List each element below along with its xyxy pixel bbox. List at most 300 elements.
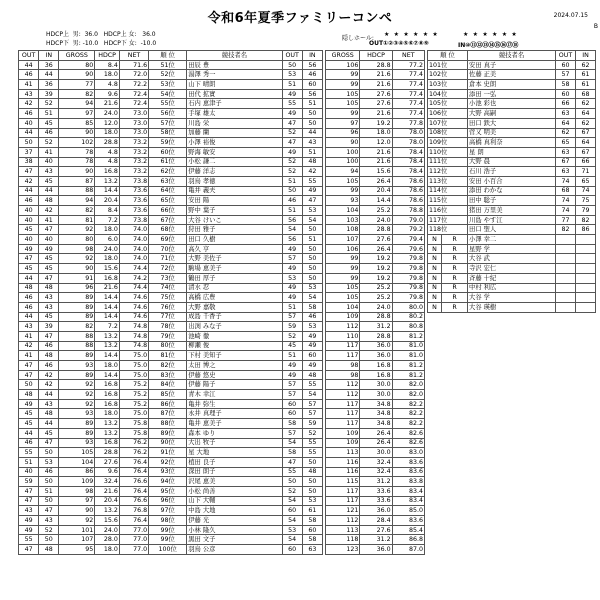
rank-cell: 70位 (149, 244, 187, 254)
hdcp-cell: 24.0 (360, 215, 392, 225)
out-cell: 55 (19, 535, 39, 545)
out-cell: 49 (19, 516, 39, 526)
hdcp-cell: 16.8 (95, 167, 120, 177)
rank-cell: 58位 (149, 128, 187, 138)
rank-cell: 63位 (149, 176, 187, 186)
hdcp-cell: 16.8 (95, 438, 120, 448)
rank-cell: 73位 (149, 273, 187, 283)
out-cell: 57 (556, 70, 576, 80)
out-cell: 44 (19, 428, 39, 438)
in-cell: 48 (39, 409, 59, 419)
player-cell: 伊藤 悠史 (187, 370, 282, 380)
nr-n-cell: N (428, 283, 442, 293)
out-cell: 63 (556, 109, 576, 119)
player-cell: 猪田 万里美 (468, 206, 556, 216)
table-row (326, 138, 425, 148)
hdcp-cell: 34.8 (360, 419, 392, 429)
out-cell: 48 (19, 390, 39, 400)
out2-cell: 49 (282, 147, 302, 157)
net-cell: 77.2 (392, 60, 424, 70)
out2-cell: 57 (282, 390, 302, 400)
table-row (19, 409, 323, 419)
net-cell: 73.0 (119, 109, 148, 119)
in2-cell: 61 (302, 506, 322, 516)
net-cell: 83.6 (392, 516, 424, 526)
player-cell: 添田 一弘 (468, 89, 556, 99)
gross-cell: 104 (326, 302, 360, 312)
out-cell: 50 (19, 138, 39, 148)
hdcp-cell: 14.4 (95, 351, 120, 361)
in-cell: 86 (576, 225, 596, 235)
in2-cell: 53 (302, 206, 322, 216)
net-cell: 85.0 (392, 506, 424, 516)
table-row (19, 244, 323, 254)
in-cell: 50 (39, 448, 59, 458)
net-cell: 78.6 (392, 176, 424, 186)
table-row (428, 302, 596, 312)
in2-cell: 50 (302, 486, 322, 496)
net-cell: 73.6 (119, 206, 148, 216)
player-cell: 倉本 史朗 (468, 80, 556, 90)
col-out: OUT (19, 51, 39, 61)
out2-cell: 53 (282, 525, 302, 535)
net-cell: 83.6 (392, 457, 424, 467)
in-cell: 51 (39, 486, 59, 496)
hdcp-cell: 21.6 (95, 283, 120, 293)
rank-cell: 81位 (149, 351, 187, 361)
gross-cell: 96 (59, 283, 95, 293)
table-row (326, 70, 425, 80)
hdcp-cell: 18.0 (95, 409, 120, 419)
gross-cell: 123 (326, 545, 360, 555)
results-table-main (18, 50, 323, 555)
out2-cell: 54 (282, 516, 302, 526)
rank-cell: 109位 (428, 138, 468, 148)
in-cell: 47 (39, 438, 59, 448)
out2-cell: 51 (282, 80, 302, 90)
in-cell: 45 (39, 176, 59, 186)
net-cell: 75.8 (119, 428, 148, 438)
net-cell: 75.0 (119, 361, 148, 371)
player-cell: 山下 晴朗 (187, 80, 282, 90)
player-cell: 田口 聖人 (468, 225, 556, 235)
in-cell: 42 (39, 206, 59, 216)
in2-cell: 51 (302, 99, 322, 109)
hdcp-cell: 27.6 (95, 457, 120, 467)
in2-cell: 46 (302, 70, 322, 80)
gross-cell: 82 (59, 322, 95, 332)
gross-cell: 117 (326, 486, 360, 496)
table-row (19, 254, 323, 264)
hdcp-cell: 30.0 (360, 448, 392, 458)
in-cell: 61 (576, 70, 596, 80)
in2-cell: 47 (302, 196, 322, 206)
hdcp-cell: 36.0 (360, 545, 392, 555)
table-row (326, 361, 425, 371)
table-row (428, 206, 596, 216)
net-cell: 82.2 (392, 409, 424, 419)
player-cell: 大野 晨 (468, 157, 556, 167)
in-cell: 52 (39, 525, 59, 535)
table-row (428, 225, 596, 235)
player-cell: 大野 美佐子 (187, 254, 282, 264)
gross-cell: 105 (326, 89, 360, 99)
player-cell: 湯澤 秀一 (187, 70, 282, 80)
player-cell: 中村 利広 (468, 283, 556, 293)
gross-cell: 95 (59, 545, 95, 555)
in2-cell: 50 (302, 118, 322, 128)
hdcp-cell: 9.6 (95, 89, 120, 99)
gross-cell: 92 (59, 399, 95, 409)
in-cell: 36 (39, 60, 59, 70)
hdcp-cell: 12.0 (95, 118, 120, 128)
player-cell: 星野 学 (468, 244, 556, 254)
hdcp-cell: 31.2 (360, 535, 392, 545)
out-holes-label: OUT①②③④⑤⑥⑦⑧⑨ (369, 40, 429, 47)
table-row (326, 206, 425, 216)
table-row (428, 215, 596, 225)
out2-cell: 60 (282, 409, 302, 419)
in-cell: 71 (576, 167, 596, 177)
net-cell: 76.4 (119, 457, 148, 467)
col-out2: OUT (282, 51, 302, 61)
gross-cell: 105 (326, 293, 360, 303)
out2-cell: 60 (282, 506, 302, 516)
out2-cell: 53 (282, 70, 302, 80)
hdcp-cell: 15.6 (95, 516, 120, 526)
hdcp-cell: 24.0 (95, 244, 120, 254)
player-cell: 小澤 裕俊 (187, 138, 282, 148)
player-cell: 田口 久樹 (187, 235, 282, 245)
rank-cell: 52位 (149, 70, 187, 80)
out2-cell: 50 (282, 186, 302, 196)
net-cell: 80.0 (392, 302, 424, 312)
gross-cell: 97 (59, 109, 95, 119)
net-cell: 79.2 (392, 225, 424, 235)
out2-cell: 54 (282, 496, 302, 506)
hdcp-cell: 14.4 (95, 186, 120, 196)
out-cell: 47 (19, 545, 39, 555)
nr-r-cell: R (442, 235, 468, 245)
nr-n-cell: N (428, 273, 442, 283)
net-cell: 77.4 (392, 109, 424, 119)
hdcp-cell: 12.0 (360, 138, 392, 148)
out-cell: 43 (19, 506, 39, 516)
table-row (19, 196, 323, 206)
rank-cell: 71位 (149, 254, 187, 264)
out-cell: 45 (19, 264, 39, 274)
out-cell: 44 (19, 312, 39, 322)
table-row (19, 176, 323, 186)
in-cell: 49 (39, 244, 59, 254)
gross-cell: 97 (326, 118, 360, 128)
player-cell: 小松 尚善 (187, 486, 282, 496)
net-cell: 79.6 (392, 244, 424, 254)
hdcp-cell: 9.6 (95, 467, 120, 477)
hdcp-cell: 13.2 (95, 506, 120, 516)
out2-cell: 60 (282, 545, 302, 555)
in-cell: 46 (39, 467, 59, 477)
in-cell (576, 293, 596, 303)
gross-cell: 102 (59, 138, 95, 148)
gross-cell: 89 (59, 293, 95, 303)
table-header-row (428, 51, 596, 61)
gross-cell: 109 (326, 312, 360, 322)
gross-cell: 104 (326, 206, 360, 216)
net-cell: 73.0 (119, 128, 148, 138)
hdcp-cell: 28.8 (95, 448, 120, 458)
table-row (19, 399, 323, 409)
net-cell: 82.2 (392, 399, 424, 409)
net-cell: 82.6 (392, 438, 424, 448)
net-cell: 75.8 (119, 419, 148, 429)
table-row (428, 138, 596, 148)
net-cell: 75.0 (119, 409, 148, 419)
hdcp-cell: 14.4 (95, 302, 120, 312)
in2-cell: 46 (302, 312, 322, 322)
net-cell: 76.6 (119, 477, 148, 487)
in-cell: 48 (39, 545, 59, 555)
table-row (19, 186, 323, 196)
table-row (19, 506, 323, 516)
out-cell: 43 (19, 322, 39, 332)
page-mark: B (593, 23, 598, 30)
in2-cell: 50 (302, 457, 322, 467)
gross-cell: 105 (326, 283, 360, 293)
hdcp-cell: 26.4 (360, 438, 392, 448)
out2-cell: 49 (282, 89, 302, 99)
col-rank: 順 位 (428, 51, 468, 61)
table-row (19, 293, 323, 303)
net-cell: 77.8 (392, 118, 424, 128)
table-row (326, 176, 425, 186)
in-cell: 44 (39, 70, 59, 80)
hdcp-cell: 27.6 (360, 89, 392, 99)
out-cell: 41 (19, 80, 39, 90)
out2-cell: 52 (282, 128, 302, 138)
in-cell: 42 (39, 370, 59, 380)
in2-cell: 58 (302, 302, 322, 312)
table-row (326, 264, 425, 274)
in2-cell: 55 (302, 438, 322, 448)
in-cell: 66 (576, 157, 596, 167)
table-row (326, 244, 425, 254)
player-cell: 鶴田 厚子 (187, 273, 282, 283)
table-row (326, 331, 425, 341)
out2-cell: 57 (282, 254, 302, 264)
gross-cell: 105 (326, 99, 360, 109)
out2-cell: 47 (282, 118, 302, 128)
gross-cell: 77 (59, 80, 95, 90)
in-cell: 40 (39, 157, 59, 167)
gross-cell: 99 (326, 70, 360, 80)
in-cell: 44 (39, 186, 59, 196)
hdcp-cell: 20.4 (95, 196, 120, 206)
nr-r-cell: R (442, 254, 468, 264)
hdcp-cell: 14.4 (360, 196, 392, 206)
gross-cell: 107 (326, 235, 360, 245)
out2-cell: 49 (282, 361, 302, 371)
gross-cell: 109 (326, 428, 360, 438)
net-cell: 82.0 (392, 390, 424, 400)
table-row (19, 370, 323, 380)
player-cell: 高橋 広豊 (187, 293, 282, 303)
net-cell: 75.2 (119, 399, 148, 409)
in-cell (576, 302, 596, 312)
table-row (19, 496, 323, 506)
table-row (19, 273, 323, 283)
gross-cell: 85 (59, 118, 95, 128)
gross-cell: 87 (59, 176, 95, 186)
in2-cell: 58 (302, 516, 322, 526)
rank-cell: 94位 (149, 477, 187, 487)
gross-cell: 104 (59, 457, 95, 467)
net-cell: 79.8 (392, 273, 424, 283)
nr-r-cell: R (442, 293, 468, 303)
nr-n-cell: N (428, 293, 442, 303)
in-cell: 42 (39, 380, 59, 390)
out-cell: 51 (19, 457, 39, 467)
table-row (428, 186, 596, 196)
in2-cell: 48 (302, 370, 322, 380)
out-cell (556, 264, 576, 274)
rank-cell: 75位 (149, 293, 187, 303)
net-cell: 74.0 (119, 225, 148, 235)
in-cell: 44 (39, 390, 59, 400)
col-net: NET (392, 51, 424, 61)
gross-cell: 101 (59, 525, 95, 535)
in-cell: 36 (39, 80, 59, 90)
col-gross: GROSS (326, 51, 360, 61)
gross-cell: 98 (59, 486, 95, 496)
net-cell: 79.0 (392, 215, 424, 225)
in2-cell: 43 (302, 138, 322, 148)
hdcp-cell: 16.8 (360, 370, 392, 380)
net-cell: 83.6 (392, 467, 424, 477)
in-cell (576, 283, 596, 293)
in-cell: 52 (39, 138, 59, 148)
rank-cell: 90位 (149, 438, 187, 448)
in2-cell: 44 (302, 128, 322, 138)
out-cell: 50 (19, 380, 39, 390)
net-cell: 74.8 (119, 341, 148, 351)
out-cell: 62 (556, 128, 576, 138)
rank-cell: 68位 (149, 225, 187, 235)
table-row (19, 361, 323, 371)
nr-r-cell: R (442, 244, 468, 254)
in2-cell: 60 (302, 351, 322, 361)
table-row (19, 80, 323, 90)
hdcp-cell: 18.0 (95, 361, 120, 371)
hdcp-cell: 33.6 (360, 486, 392, 496)
gross-cell: 99 (326, 186, 360, 196)
hidden-holes-label: 隠しホール: (342, 35, 374, 42)
rank-cell: 85位 (149, 390, 187, 400)
gross-cell: 86 (59, 467, 95, 477)
hdcp-cell: 15.6 (95, 264, 120, 274)
net-cell: 72.2 (119, 80, 148, 90)
hdcp-cell: 34.8 (360, 399, 392, 409)
net-cell: 73.2 (119, 157, 148, 167)
rank-cell: 93位 (149, 467, 187, 477)
in2-cell: 53 (302, 322, 322, 332)
gross-cell: 108 (326, 225, 360, 235)
col-in: IN (576, 51, 596, 61)
net-cell: 75.0 (119, 351, 148, 361)
in-cell: 44 (39, 419, 59, 429)
player-cell: 成島 千香子 (187, 312, 282, 322)
gross-cell: 117 (326, 419, 360, 429)
rank-cell: 72位 (149, 264, 187, 274)
col-hdcp: HDCP (95, 51, 120, 61)
table-row (19, 351, 323, 361)
gross-cell: 117 (326, 496, 360, 506)
net-cell: 78.4 (392, 147, 424, 157)
net-cell: 80.2 (392, 312, 424, 322)
hdcp-cell: 4.8 (95, 80, 120, 90)
rank-cell: 103位 (428, 80, 468, 90)
in2-cell: 60 (302, 80, 322, 90)
in-cell: 41 (39, 147, 59, 157)
table-row (326, 196, 425, 206)
gross-cell: 116 (326, 467, 360, 477)
table-row (19, 70, 323, 80)
out-cell (556, 235, 576, 245)
nr-r-cell: R (442, 264, 468, 274)
gross-cell: 109 (326, 438, 360, 448)
out-cell: 47 (19, 167, 39, 177)
player-cell: 亀井 義夫 (187, 186, 282, 196)
player-cell: 安田 真子 (468, 60, 556, 70)
table-row (19, 235, 323, 245)
player-cell: 菅又 明美 (468, 128, 556, 138)
out2-cell: 45 (282, 341, 302, 351)
player-cell: 中島 大地 (187, 506, 282, 516)
table-row (19, 206, 323, 216)
gross-cell: 89 (59, 312, 95, 322)
hdcp-cell: 36.0 (360, 341, 392, 351)
gross-cell: 90 (326, 138, 360, 148)
hdcp-cell: 32.4 (360, 457, 392, 467)
hdcp-cell: 19.2 (360, 273, 392, 283)
out-cell: 58 (556, 80, 576, 90)
gross-cell: 93 (59, 361, 95, 371)
net-cell: 77.0 (119, 535, 148, 545)
net-cell: 74.4 (119, 264, 148, 274)
rank-cell: 118位 (428, 225, 468, 235)
in-cell: 48 (39, 351, 59, 361)
out-cell: 46 (19, 293, 39, 303)
table-row (326, 341, 425, 351)
table-row (326, 428, 425, 438)
table-row (326, 80, 425, 90)
player-cell: 安田 陽 (187, 196, 282, 206)
rank-cell: 78位 (149, 322, 187, 332)
rank-cell: 117位 (428, 215, 468, 225)
out-cell: 68 (556, 186, 576, 196)
hdcp-cell: 21.6 (360, 70, 392, 80)
table-row (19, 535, 323, 545)
hdcp-cell: 8.4 (95, 206, 120, 216)
in-cell: 50 (39, 535, 59, 545)
hdcp-cell: 14.4 (95, 293, 120, 303)
out2-cell: 51 (282, 302, 302, 312)
rank-cell: 69位 (149, 235, 187, 245)
in2-cell: 49 (302, 361, 322, 371)
in2-cell: 50 (302, 273, 322, 283)
in-cell: 45 (39, 264, 59, 274)
col-in2: IN (302, 51, 322, 61)
